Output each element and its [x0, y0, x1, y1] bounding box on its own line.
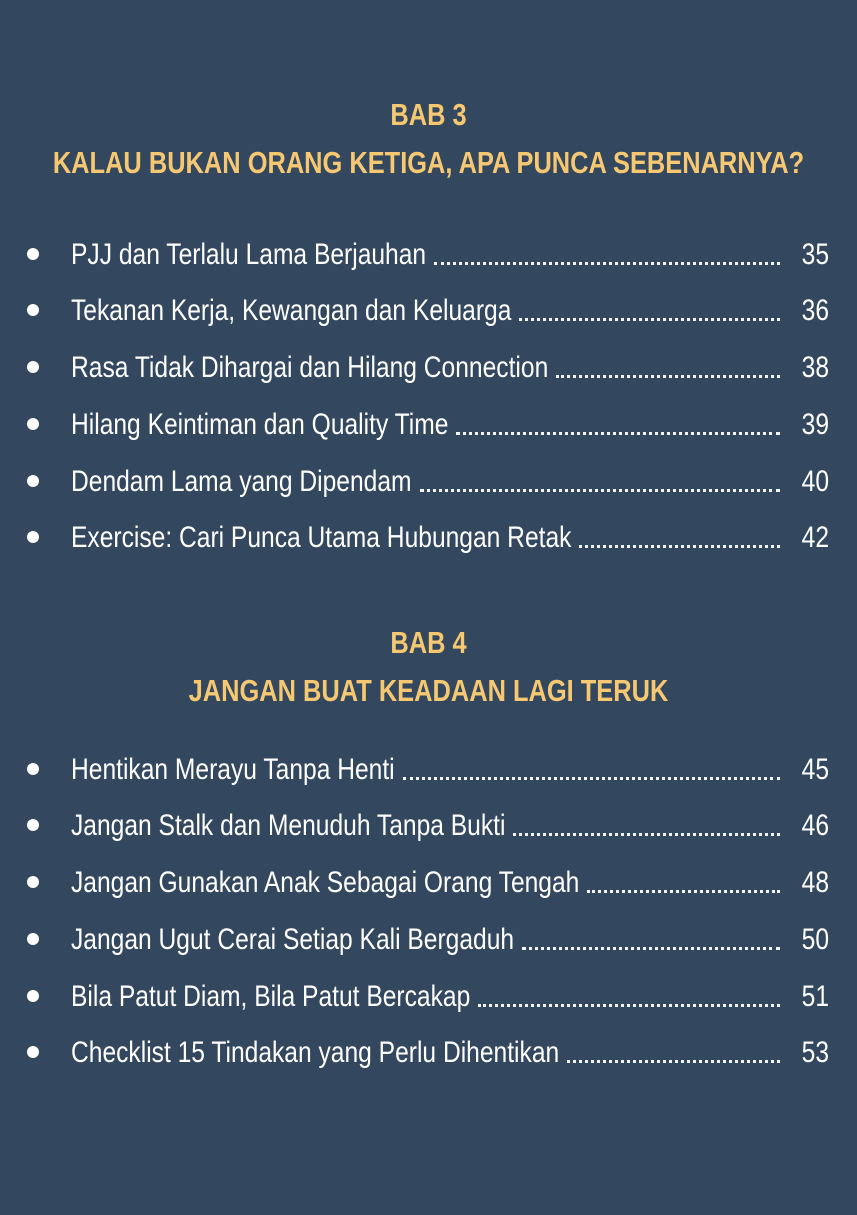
toc-entry[interactable] [0, 291, 857, 331]
bullet-icon [27, 933, 39, 945]
toc-entry[interactable] [0, 806, 857, 846]
chapter-3-number: BAB 3 [390, 97, 467, 132]
dot-leader [579, 542, 780, 548]
toc-entry[interactable] [0, 348, 857, 388]
entry-page-number: 38 [801, 351, 829, 384]
dot-leader [522, 944, 780, 950]
entry-title: Bila Patut Diam, Bila Patut Bercakap [71, 980, 471, 1013]
entry-title: Rasa Tidak Dihargai dan Hilang Connection [71, 351, 549, 384]
dot-leader [434, 259, 780, 265]
entry-title: Hentikan Merayu Tanpa Henti [71, 753, 395, 786]
bullet-icon [27, 990, 39, 1002]
entry-page-number: 42 [801, 521, 829, 554]
toc-entry[interactable] [0, 863, 857, 903]
bullet-icon [27, 418, 39, 430]
bullet-icon [27, 876, 39, 888]
bullet-icon [27, 531, 39, 543]
chapter-4-title: JANGAN BUAT KEADAAN LAGI TERUK [188, 673, 669, 708]
bullet-icon [27, 1046, 39, 1058]
dot-leader [403, 774, 780, 780]
dot-leader [513, 830, 780, 836]
dot-leader [456, 429, 780, 435]
bullet-icon [27, 763, 39, 775]
entry-page-number: 36 [801, 294, 829, 327]
entry-title: Checklist 15 Tindakan yang Perlu Dihentikan [71, 1036, 560, 1069]
toc-entry[interactable] [0, 235, 857, 275]
chapter-3-title: KALAU BUKAN ORANG KETIGA, APA PUNCA SEBENARNYA? [52, 145, 805, 180]
entry-page-number: 46 [801, 809, 829, 842]
dot-leader [519, 315, 780, 321]
entry-title: Tekanan Kerja, Kewangan dan Keluarga [71, 294, 512, 327]
dot-leader [556, 372, 780, 378]
toc-entry[interactable] [0, 518, 857, 558]
entry-page-number: 53 [801, 1036, 829, 1069]
entry-title: Exercise: Cari Punca Utama Hubungan Retak [71, 521, 572, 554]
bullet-icon [27, 248, 39, 260]
toc-entry[interactable] [0, 750, 857, 790]
entry-title: Hilang Keintiman dan Quality Time [71, 408, 449, 441]
entry-page-number: 35 [801, 238, 829, 271]
bullet-icon [27, 361, 39, 373]
entry-page-number: 51 [801, 980, 829, 1013]
chapter-4-number: BAB 4 [390, 625, 467, 660]
bullet-icon [27, 475, 39, 487]
entry-title: Jangan Gunakan Anak Sebagai Orang Tengah [71, 866, 580, 899]
entry-title: Jangan Stalk dan Menuduh Tanpa Bukti [71, 809, 506, 842]
entry-page-number: 45 [801, 753, 829, 786]
dot-leader [420, 486, 780, 492]
entry-page-number: 39 [801, 408, 829, 441]
toc-entry[interactable] [0, 462, 857, 502]
entry-title: PJJ dan Terlalu Lama Berjauhan [71, 238, 427, 271]
entry-title: Jangan Ugut Cerai Setiap Kali Bergaduh [71, 923, 515, 956]
entry-title: Dendam Lama yang Dipendam [71, 465, 412, 498]
toc-entry[interactable] [0, 977, 857, 1017]
entry-page-number: 50 [801, 923, 829, 956]
dot-leader [478, 1001, 780, 1007]
toc-entry[interactable] [0, 920, 857, 960]
dot-leader [567, 1057, 780, 1063]
entry-page-number: 40 [801, 465, 829, 498]
bullet-icon [27, 304, 39, 316]
dot-leader [587, 887, 780, 893]
toc-entry[interactable] [0, 1033, 857, 1073]
entry-page-number: 48 [801, 866, 829, 899]
toc-entry[interactable] [0, 405, 857, 445]
bullet-icon [27, 819, 39, 831]
